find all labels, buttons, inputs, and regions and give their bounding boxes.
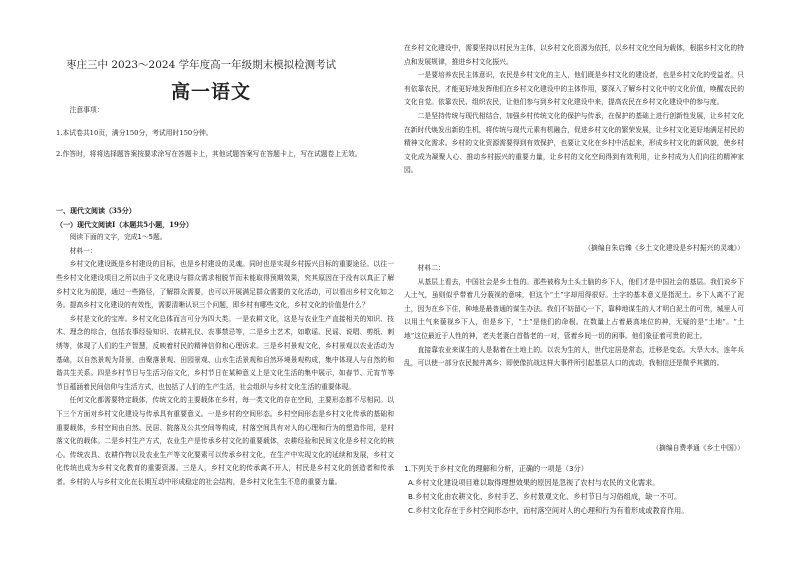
question-stem: 1.下列关于乡村文化的理解和分析，正确的一项是（3分） — [404, 464, 588, 473]
notes-item-2: 2.作答时，将将选择题答案按要求涂写在答题卡上，其他试题答案写在答题卡上，写在试题卷上无效。 — [56, 150, 362, 159]
exam-title: 枣庄三中 2023～2024 学年度高一年级期末模拟检测考试 — [66, 59, 337, 71]
option-a: A.乡村文化建设项目难以取得理想效果的原因是忽视了农村与农民的文化需求。 — [408, 478, 660, 487]
question-1 — [404, 462, 744, 519]
reading-instruction: 阅读下面的文字，完成1～5题。 — [69, 233, 167, 242]
option-c: C.乡村文化存在于乡村空间形态中，而村落空间对人的心理和行为有着形成或教育作用。 — [408, 506, 689, 516]
section-1 — [56, 204, 394, 489]
left-column — [56, 0, 394, 561]
source-2: （摘编自费孝通《乡土中国》） — [652, 444, 744, 452]
notes-heading: 注意事项： — [69, 106, 104, 114]
paragraph: 任何文化都需要特定载体，传统文化的主要载体在乡村，每一类文化的存在空间，主要形态都不尽相同。以下三个方面对乡村文化建设与传承具有重要意义。一是乡村的空间形态。乡村空间形态是乡村文化传承的基础和重要载体，乡村空间由自然、民居、院落及公共空间等构成，村落空间具有对人的心理和行为的塑造作用，是村落文化的载体。二是乡村生产方式，农业生产是传承乡村文化的重要载体，农耕经验和民间文化是乡村文化的核心。传统农具、农耕作物以及农业生产等文化要素可以传承乡村文化，在生产中实现文化的延续和发展，乡村文化传统也成为乡村文化教育的重要资源。三是人，乡村文化的传承离不开人，村民是乡村文化的创造者和传承者。乡村的人与乡村文化在长期互动中形成稳定的社会结构，是乡村文化生生不息的重要力量。 — [56, 396, 394, 486]
subject-title: 高一语文 — [171, 81, 252, 103]
material-2-label: 材料二： — [417, 264, 445, 272]
paragraph: 一是要培养农民主体意识，农民是乡村文化的主人，他们既是乡村文化的建设者，也是乡村文化的受益者。只有依靠农民，才能更好地发挥他们在乡村文化建设中的主体作用，要深入了解乡村文化中的文化价值，唤醒农民的文化自觉。依靠农民、组织农民，让他们参与到乡村文化建设中来，提高农民在乡村文化建设中的参与度。 — [404, 71, 744, 107]
paragraph: 二是坚持传统与现代相结合，加强乡村传统文化的保护与传承，在保护的基础上进行创新性发展，让乡村文化在新时代焕发出新的生机，将传统与现代元素有机融合，促进乡村文化的繁荣发展，让乡村文化更好地满足村民的精神文化需求。乡村的文化资源需要得到有效保护，也要让文化在乡村中活起来，形成乡村文化的新风貌，使乡村文化成为凝聚人心、推动乡村振兴的重要力量，让乡村的文化空间得到有效利用，让乡村成为人们向往的精神家园。 — [404, 111, 744, 175]
material-2 — [404, 262, 744, 371]
notes-item-1: 1.本试卷共10页，满分150分，考试用时150分钟。 — [56, 128, 213, 137]
material-1-label: 材料一： — [69, 246, 97, 255]
paragraph: 乡村是文化的宝库。乡村文化总体而言可分为四大类。一是农耕文化，这是与农业生产直接相关的知识、技术、理念的综合，包括农事经验知识、农耕礼仪、农事禁忌等，二是乡土艺术，如歌谣、民谣、说唱、剪纸、刺绣等，体现了人们的生产智慧，反映着村民的精神信仰和心理诉求。三是乡村景观文化，乡村景观以农业活动为基础，以自然景观为背景，由聚落景观、田园景观、山水生活景观和自然环境景观构成，集中体现人与自然的和谐共生关系。四是乡村节日与生活习俗文化，乡村节日在某种意义上是文化生活的集中展示，如春节、元宵节等节日蕴涵着民间信仰与生活方式，也包括了人们的生产生活，社会组织与乡村文化生活的重要体现。 — [56, 314, 394, 391]
paragraph: 在乡村文化建设中，需要坚持以村民为主体，以乡村文化资源为依托，以乡村文化空间为载体，根据乡村文化的特点和发展规律，推进乡村文化振兴。 — [404, 44, 744, 66]
source-1: （摘编自朱启臻《乡土文化建设是乡村振兴的灵魂》） — [584, 244, 744, 252]
paragraph: 从基层上看去，中国社会是乡土性的。那些被称为土头土脑的乡下人，他们才是中国社会的基层。我们说乡下人土气，虽则似乎带着几分藐视的意味，但这个“土”字却用得很好。土字的基本意义是指泥土。乡下人离不了泥土，因为在乡下住，种地是最普通的谋生办法。我们不妨留心一下，靠种地谋生的人才明白泥土的可贵，城里人可以用土气来藐视乡下人，但是乡下，“土”是他们的命根。在数量上占着最高地位的神，无疑的是“土地”。“土地”这位最近于人性的神，老夫老妻白首偕老的一对，管着乡间一切的闲事。他们象征着可贵的泥土。 — [404, 277, 744, 340]
section-heading: 一、现代文阅读（35分） — [56, 206, 136, 215]
material-1-continued — [404, 42, 744, 178]
paragraph: 直接靠农业来谋生的人是黏着在土地上的。以农为生的人，世代定居是常态，迁移是变态。大旱大水，连年兵乱，可以使一部分农民抛井离乡；即使像抗战这样大事件所引起基层人口的流动，我相信还是微乎其微的。 — [404, 345, 744, 368]
option-b: B.乡村文化由农耕文化、乡村手艺、乡村景观文化、乡村节日与习俗组成，缺一不可。 — [408, 492, 682, 502]
right-column — [404, 0, 744, 561]
notes-block — [56, 104, 394, 162]
paragraph: 乡村文化建设既是乡村建设的目标，也是乡村建设的灵魂。同时也是实现乡村振兴目标的重要途径。以往一些乡村文化建设项目之所以由于文化建设与群众需求相脱节而未能取得预期效果，究其原因在于没有以真正了解乡村文化为前提，通过一些路径，了解群众需要，也可以开展满足群众需要的文化活动，可以看出乡村文化如之务。提高乡村文化建设的有效性，需要清晰认识三个问题，即乡村有哪些文化，乡村文化的价值是什么？ — [56, 260, 394, 310]
sub-section-heading: （一）现代文阅读Ⅰ（本题共5小题，19分） — [56, 219, 193, 229]
